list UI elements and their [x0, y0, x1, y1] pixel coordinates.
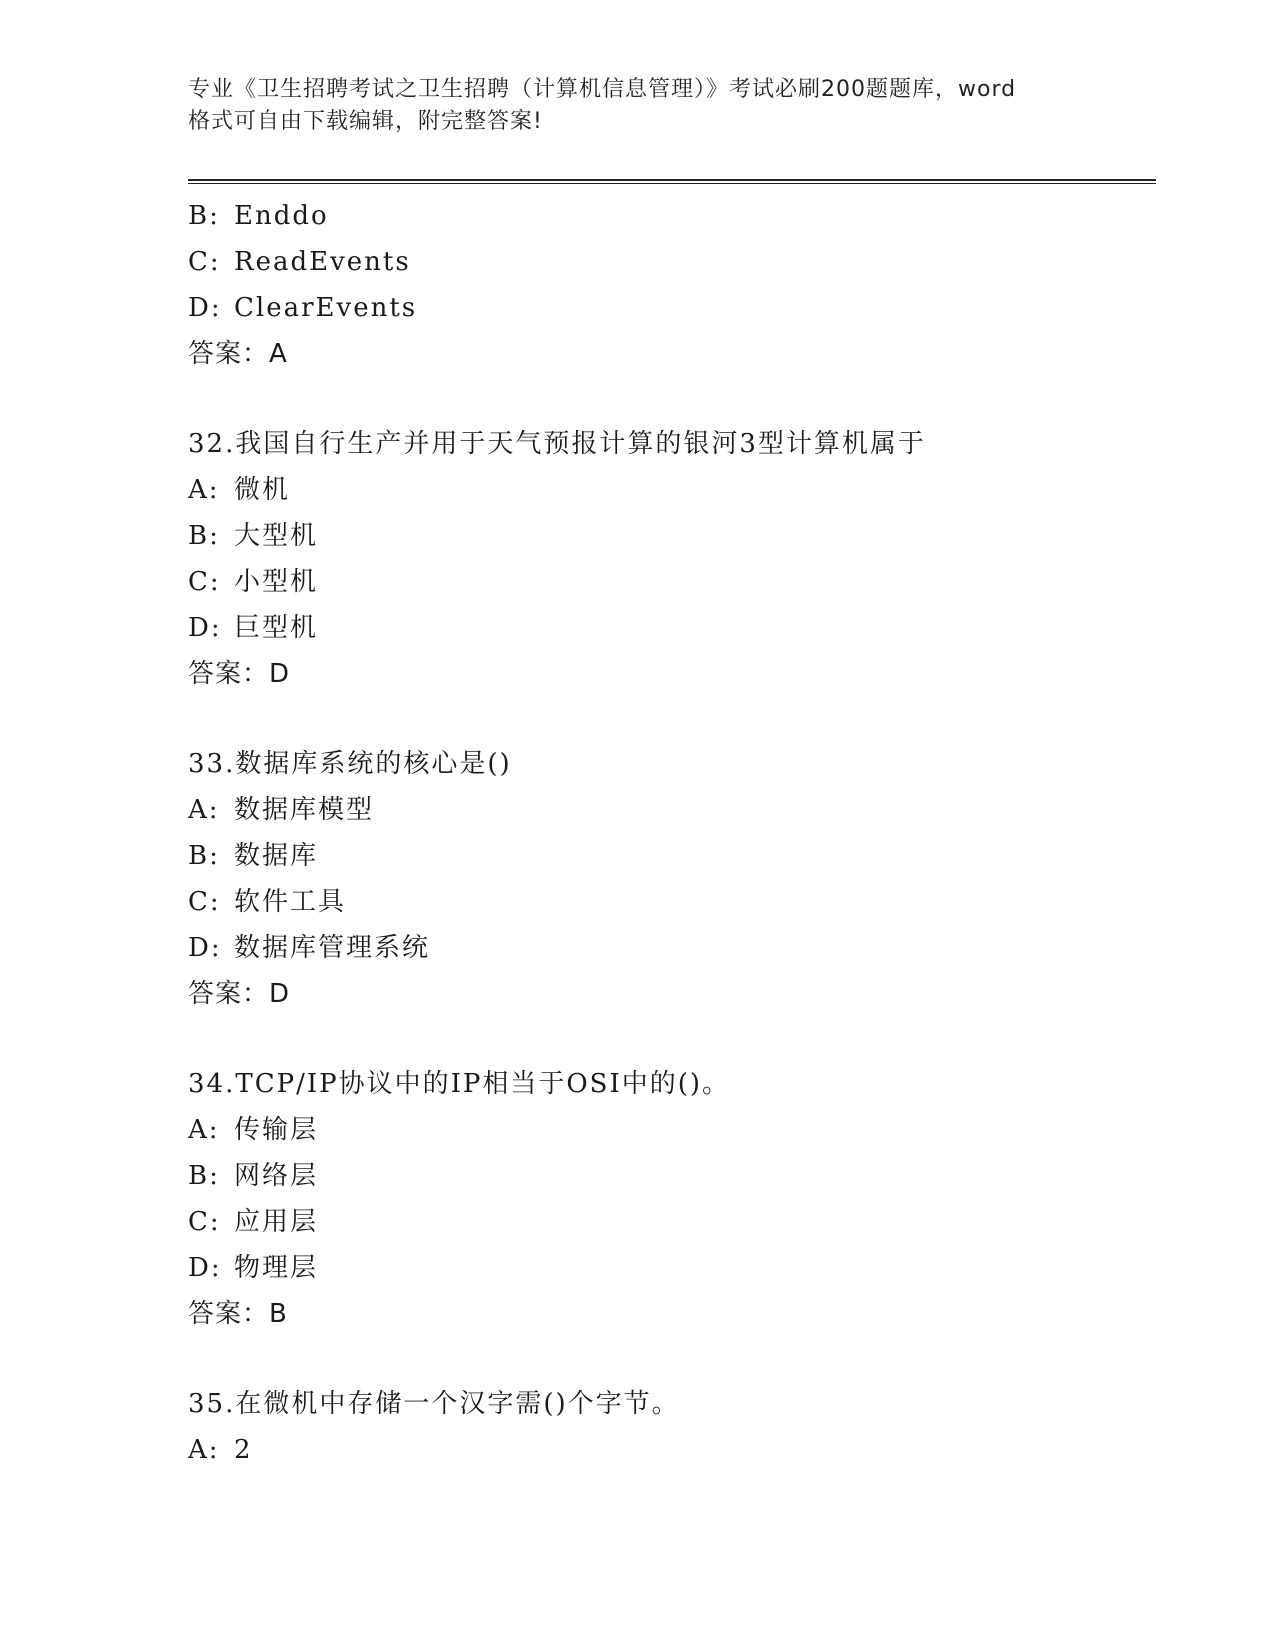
- question-33: [188, 741, 1156, 1017]
- option-text: ClearEvents: [234, 293, 418, 323]
- option-text: 微机: [234, 475, 291, 505]
- option-d: [188, 925, 1156, 971]
- question-34: [188, 1061, 1156, 1337]
- option-d: [188, 605, 1156, 651]
- option-text: 小型机: [234, 567, 319, 597]
- option-label: A:: [188, 475, 220, 505]
- option-b: [188, 193, 1156, 239]
- question-stem: 33.数据库系统的核心是(): [188, 749, 512, 779]
- option-label: C:: [188, 887, 221, 917]
- option-a: [188, 1107, 1156, 1153]
- option-label: D:: [188, 293, 222, 323]
- option-label: C:: [188, 247, 221, 277]
- header-title-line-2: 格式可自由下载编辑，附完整答案!: [188, 109, 543, 134]
- option-text: 巨型机: [234, 613, 319, 643]
- option-a: [188, 787, 1156, 833]
- option-label: B:: [188, 201, 220, 231]
- answer-line: 答案：D: [188, 659, 291, 689]
- option-text: 数据库管理系统: [234, 933, 431, 963]
- option-text: 应用层: [234, 1207, 319, 1237]
- answer-line: 答案：A: [188, 339, 288, 369]
- option-text: Enddo: [234, 201, 329, 231]
- question-stem: 32.我国自行生产并用于天气预报计算的银河3型计算机属于: [188, 429, 926, 459]
- answer-line: 答案：D: [188, 979, 291, 1009]
- option-label: C:: [188, 1207, 221, 1237]
- option-text: 传输层: [234, 1115, 319, 1145]
- option-b: [188, 513, 1156, 559]
- option-label: C:: [188, 567, 221, 597]
- question-35: [188, 1381, 1156, 1473]
- document-header: [188, 74, 1088, 138]
- option-c: [188, 239, 1156, 285]
- option-text: 数据库: [234, 841, 319, 871]
- question-31-continued: [188, 193, 1156, 377]
- option-d: [188, 1245, 1156, 1291]
- question-list: [188, 193, 1156, 1473]
- option-label: D:: [188, 613, 222, 643]
- header-divider-thick: [188, 179, 1156, 181]
- option-a: [188, 1427, 1156, 1473]
- option-label: A:: [188, 1115, 220, 1145]
- option-c: [188, 1199, 1156, 1245]
- option-text: 大型机: [234, 521, 319, 551]
- option-label: B:: [188, 521, 220, 551]
- option-label: D:: [188, 933, 222, 963]
- option-b: [188, 833, 1156, 879]
- question-32: [188, 421, 1156, 697]
- option-text: 软件工具: [234, 887, 347, 917]
- option-label: D:: [188, 1253, 222, 1283]
- option-label: B:: [188, 841, 220, 871]
- header-title-line-1: 专业《卫生招聘考试之卫生招聘（计算机信息管理）》考试必刷200题题库，word: [188, 77, 1017, 102]
- answer-line: 答案：B: [188, 1299, 288, 1329]
- option-text: 数据库模型: [234, 795, 375, 825]
- option-label: A:: [188, 1435, 220, 1465]
- option-c: [188, 879, 1156, 925]
- header-divider-thin: [188, 183, 1156, 184]
- option-a: [188, 467, 1156, 513]
- option-label: A:: [188, 795, 220, 825]
- option-text: 2: [234, 1435, 253, 1465]
- option-c: [188, 559, 1156, 605]
- option-b: [188, 1153, 1156, 1199]
- question-stem: 35.在微机中存储一个汉字需()个字节。: [188, 1389, 680, 1419]
- option-text: 物理层: [234, 1253, 319, 1283]
- question-stem: 34.TCP/IP协议中的IP相当于OSI中的()。: [188, 1069, 731, 1099]
- option-label: B:: [188, 1161, 220, 1191]
- option-text: ReadEvents: [234, 247, 411, 277]
- option-text: 网络层: [234, 1161, 319, 1191]
- option-d: [188, 285, 1156, 331]
